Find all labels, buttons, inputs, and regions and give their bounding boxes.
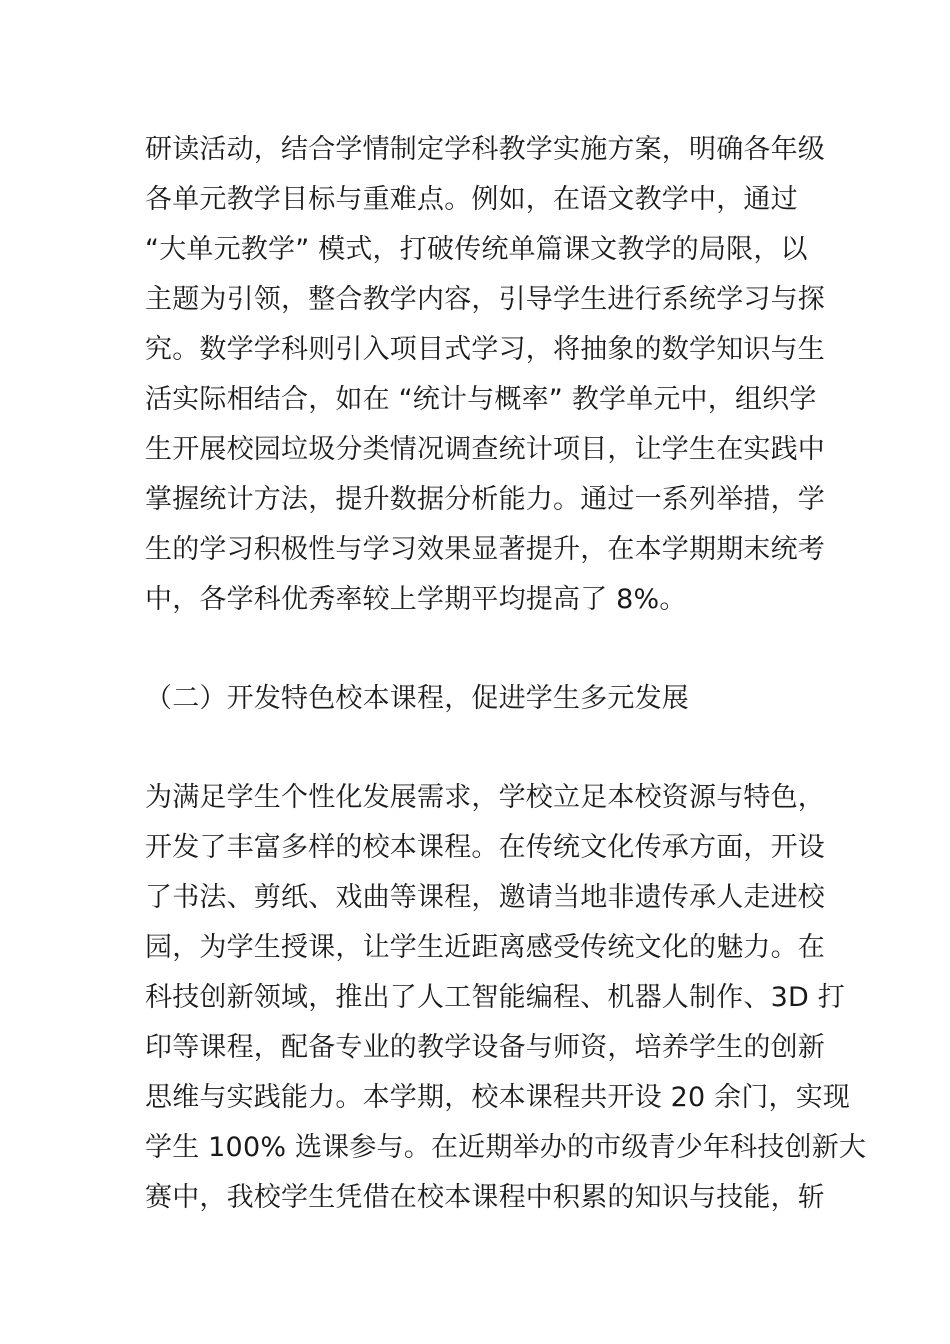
paragraph-2-line-2: 开发了丰富多样的校本课程。在传统文化传承方面，开设 xyxy=(145,832,825,863)
paragraph-1-line-9: 生的学习积极性与学习效果显著提升，在本学期期末统考 xyxy=(145,534,825,565)
paragraph-2-line-4: 园，为学生授课，让学生近距离感受传统文化的魅力。在 xyxy=(145,932,825,963)
paragraph-2-line-5: 科技创新领域，推出了人工智能编程、机器人制作、3D 打 xyxy=(145,982,845,1013)
paragraph-1-line-7: 生开展校园垃圾分类情况调查统计项目，让学生在实践中 xyxy=(145,434,825,465)
section-heading: （二）开发特色校本课程，促进学生多元发展 xyxy=(145,683,689,714)
paragraph-1-line-8: 掌握统计方法，提升数据分析能力。通过一系列举措，学 xyxy=(145,484,825,515)
paragraph-1-line-2: 各单元教学目标与重难点。例如，在语文教学中，通过 xyxy=(145,184,798,215)
paragraph-2-line-6: 印等课程，配备专业的教学设备与师资，培养学生的创新 xyxy=(145,1032,825,1063)
paragraph-2-line-3: 了书法、剪纸、戏曲等课程，邀请当地非遗传承人走进校 xyxy=(145,882,825,913)
paragraph-1-line-4: 主题为引领，整合教学内容，引导学生进行系统学习与探 xyxy=(145,284,825,315)
paragraph-2-line-7: 思维与实践能力。本学期，校本课程共开设 20 余门，实现 xyxy=(145,1082,851,1113)
paragraph-1-line-6: 活实际相结合，如在 “统计与概率” 教学单元中，组织学 xyxy=(145,384,817,415)
paragraph-1-line-10: 中，各学科优秀率较上学期平均提高了 8%。 xyxy=(145,584,687,615)
paragraph-1-line-5: 究。数学学科则引入项目式学习，将抽象的数学知识与生 xyxy=(145,334,825,365)
paragraph-2-line-9: 赛中，我校学生凭借在校本课程中积累的知识与技能，斩 xyxy=(145,1182,825,1213)
paragraph-1-line-1: 研读活动，结合学情制定学科教学实施方案，明确各年级 xyxy=(145,134,825,165)
paragraph-2-line-1: 为满足学生个性化发展需求，学校立足本校资源与特色， xyxy=(145,782,825,813)
paragraph-1-line-3: “大单元教学” 模式，打破传统单篇课文教学的局限，以 xyxy=(145,234,808,265)
paragraph-2-line-8: 学生 100% 选课参与。在近期举办的市级青少年科技创新大 xyxy=(145,1132,867,1163)
